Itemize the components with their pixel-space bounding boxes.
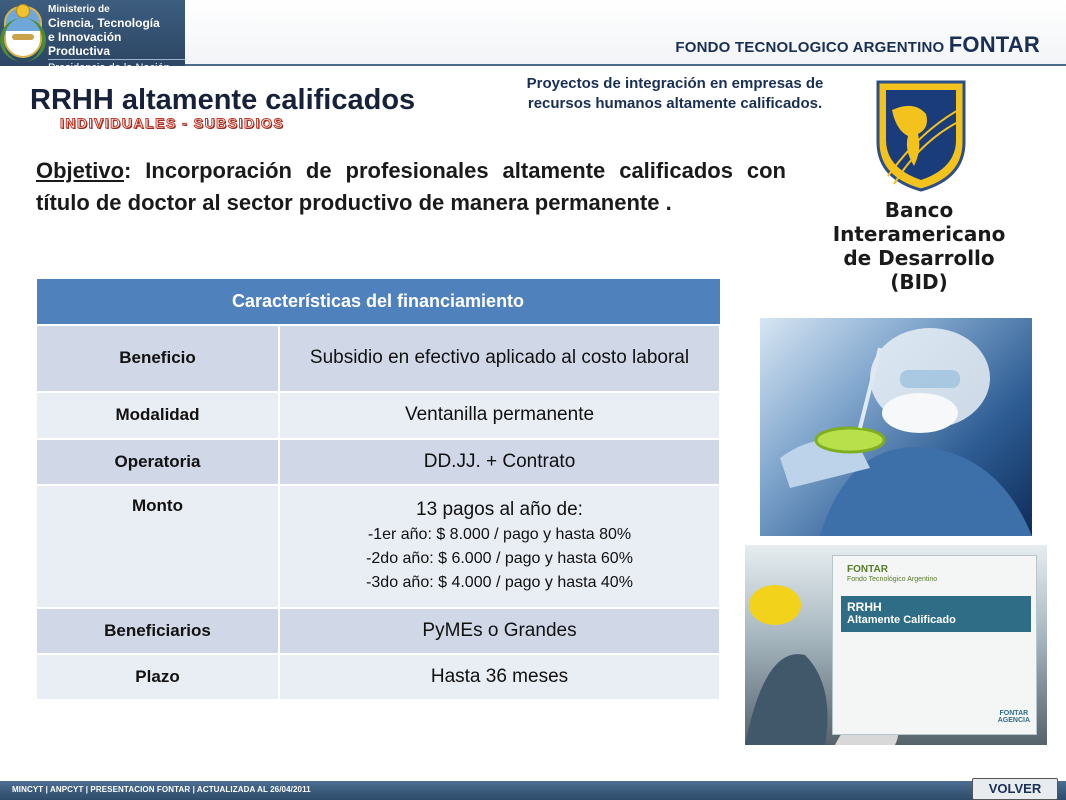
fund-title <box>675 32 1040 58</box>
fund-title-brand: FONTAR <box>948 32 1040 57</box>
monto-detail: -2do año: $ 6.000 / pago y hasta 60% <box>366 550 633 567</box>
monto-detail: -3do año: $ 4.000 / pago y hasta 40% <box>366 574 633 591</box>
table-row <box>36 485 720 608</box>
objective-label: Objetivo <box>36 158 125 183</box>
row-key: Monto <box>36 485 279 608</box>
back-button[interactable]: VOLVER <box>972 778 1058 800</box>
row-key: Beneficiarios <box>36 608 279 654</box>
footer-text: MINCYT | ANPCYT | PRESENTACION FONTAR | ACTUALIZADA AL 26/04/2011 <box>12 785 311 794</box>
row-value-monto <box>279 485 720 608</box>
top-header-bar <box>0 0 1066 74</box>
ministry-line-3: e Innovación Productiva <box>48 30 122 58</box>
financing-table-header: Características del financiamiento <box>36 279 720 325</box>
row-key: Beneficio <box>36 325 279 392</box>
poster-title-line-1: RRHH <box>847 600 882 614</box>
monto-detail: -1er año: $ 8.000 / pago y hasta 80% <box>367 526 632 543</box>
ministry-line-4: Presidencia de la Nación <box>48 59 185 76</box>
row-value: DD.JJ. + Contrato <box>279 439 720 485</box>
bid-name-line-1: Banco <box>884 198 954 222</box>
row-key: Operatoria <box>36 439 279 485</box>
rrhh-poster-photo <box>745 545 1047 745</box>
bid-name-line-2: Interamericano <box>832 222 1006 246</box>
table-row <box>36 325 720 392</box>
row-value: Ventanilla permanente <box>279 392 720 439</box>
monto-intro: 13 pagos al año de: <box>416 499 583 520</box>
scientist-photo <box>760 318 1032 536</box>
program-description: Proyectos de integración en empresas de recursos humanos altamente calificados. <box>526 75 824 112</box>
objective-paragraph <box>36 155 786 219</box>
poster-brand: FONTAR <box>847 564 888 575</box>
poster-title-line-2: Altamente Calificado <box>847 614 956 626</box>
table-row <box>36 654 720 700</box>
poster-corner-brand: FONTAR <box>999 710 1029 717</box>
bid-name <box>808 198 1030 294</box>
bid-name-line-4: (BID) <box>890 270 948 294</box>
poster-brand-sub: Fondo Tecnológico Argentino <box>847 576 938 583</box>
fund-title-prefix: FONDO TECNOLOGICO ARGENTINO <box>675 39 949 56</box>
ministry-line-2: Ciencia, Tecnología <box>48 16 160 30</box>
subtitle-badge: INDIVIDUALES - SUBSIDIOS <box>60 115 285 131</box>
financing-table <box>35 278 721 701</box>
footer-bar <box>0 781 1066 800</box>
table-row <box>36 608 720 654</box>
row-value: Subsidio en efectivo aplicado al costo laboral <box>279 325 720 392</box>
bid-shield-logo-icon <box>874 80 968 192</box>
page-title: RRHH altamente calificados <box>30 84 416 116</box>
row-key: Plazo <box>36 654 279 700</box>
bid-name-line-3: de Desarrollo <box>843 246 995 270</box>
table-row <box>36 392 720 439</box>
ministry-line-1: Ministerio de <box>48 4 110 15</box>
ministry-logo-block <box>0 0 185 74</box>
argentina-crest-icon <box>4 6 42 58</box>
poster-corner-logo <box>998 710 1030 724</box>
row-key: Modalidad <box>36 392 279 439</box>
table-row <box>36 439 720 485</box>
objective-text: : Incorporación de profesionales altamente calificados con título de doctor al sector productivo de manera permanente . <box>36 158 786 215</box>
row-value: PyMEs o Grandes <box>279 608 720 654</box>
row-value: Hasta 36 meses <box>279 654 720 700</box>
ministry-name <box>48 4 185 76</box>
scientist-illustration-icon <box>760 318 1032 536</box>
poster-card <box>832 555 1037 735</box>
poster-corner-sub: AGENCIA <box>997 717 1030 724</box>
